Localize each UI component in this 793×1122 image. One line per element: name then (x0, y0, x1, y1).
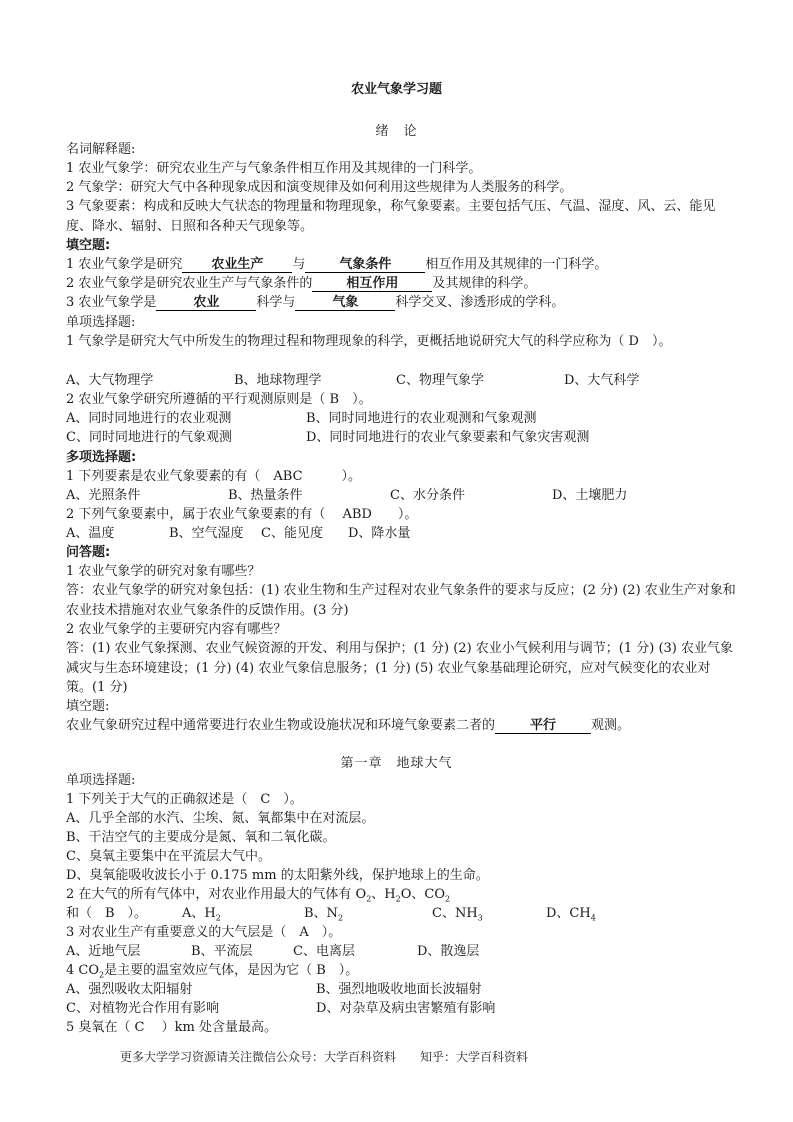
qa-question-2: 2 农业气象学的主要研究内容有哪些？ (66, 622, 287, 637)
footer (120, 1048, 528, 1065)
multi-heading: 多项选择题: (66, 450, 137, 465)
single-2-options-cd (66, 428, 736, 448)
ch1-question-2: 2 在大气的所有气体中，对农业作用最大的气体有 $O_2$、$H_2O$、$CO_2$ (66, 887, 451, 904)
option-d: D、同时同地进行的农业气象要素和气象灾害观测 (306, 430, 590, 445)
fill-1-answer-2: 气象条件 (305, 257, 425, 273)
single-2-options-ab (66, 409, 736, 429)
ch1-question-5: 5 臭氧在（ C ）km 处含量最高。 (66, 1020, 277, 1035)
multi-question-2: 2 下列气象要素中，属于农业气象要素的有（ ABD ）。 (66, 507, 418, 522)
fill-3-answer-2: 气象 (295, 295, 395, 311)
section-title-intro: 绪 论 (375, 124, 418, 139)
single-heading: 单项选择题: (66, 315, 136, 330)
option-a: A、大气物理学 (66, 373, 154, 388)
option-d: D、对杂草及病虫害繁殖有影响 (316, 1001, 496, 1016)
ch1-question-3: 3 对农业生产有重要意义的大气层是（ A ）。 (66, 925, 342, 940)
ch1-q1-option-d: D、臭氧能吸收波长小于 0.175 mm 的太阳紫外线，保护地球上的生命。 (66, 868, 489, 883)
fill-2-prefix: 2 农业气象学是研究农业生产与气象条件的 (66, 276, 313, 291)
option-b: B、热量条件 (228, 488, 303, 503)
single-question-2: 2 农业气象学研究所遵循的平行观测原则是（ B ）。 (66, 392, 372, 407)
option-b: B、强烈地吸收地面长波辐射 (316, 982, 482, 997)
option-d: D、大气科学 (564, 373, 640, 388)
term-1: 1 农业气象学：研究农业生产与气象条件相互作用及其规律的一门科学。 (66, 161, 482, 176)
fill-question-3 (66, 293, 736, 313)
option-a: A、同时同地进行的农业观测 (66, 411, 232, 426)
fill2-prefix: 农业气象研究过程中通常要进行农业生物或设施状况和环境气象要素二者的 (66, 718, 496, 733)
terms-heading: 名词解释题: (66, 142, 136, 157)
option-d: D、$CH_4$ (546, 906, 596, 923)
footer-zhihu: 知乎：大学百科资料 (420, 1050, 529, 1064)
option-b: B、平流层 (191, 944, 253, 959)
fill-3-answer-1: 农业 (156, 295, 256, 311)
option-d: D、土壤肥力 (552, 488, 628, 503)
fill-2-answer: 相互作用 (312, 276, 432, 292)
ch1-q1-option-a: A、几乎全部的水汽、尘埃、氮、氧都集中在对流层。 (66, 811, 375, 826)
ch1-question-4: 4 $CO_2$是主要的温室效应气体，是因为它（ B ）。 (66, 963, 359, 980)
fill-3-mid: 科学与 (256, 295, 296, 310)
fill2-suffix: 观测。 (591, 718, 631, 733)
option-b: B、地球物理学 (234, 373, 322, 388)
ch1-q1-option-c: C、臭氧主要集中在平流层大气中。 (66, 849, 271, 864)
option-b: B、$N_2$ (304, 906, 344, 923)
fill2-question (66, 716, 736, 736)
multi-1-options (66, 486, 736, 506)
document-title: 农业气象学习题 (350, 82, 442, 97)
fill-1-answer-1: 农业生产 (182, 257, 292, 273)
ch1-q1-option-b: B、干洁空气的主要成分是氮、氧和二氧化碳。 (66, 830, 336, 845)
ch1-question-1: 1 下列关于大气的正确叙述是（ C ）。 (66, 792, 303, 807)
term-2: 2 气象学：研究大气中各种现象成因和演变规律及如何利用这些规律为人类服务的科学。 (66, 180, 573, 195)
single-question-1: 1 气象学是研究大气中所发生的物理过程和物理现象的科学，更概括地说研究大气的科学应称为（ D ）。 (66, 334, 672, 349)
fill-1-mid: 与 (292, 257, 306, 272)
option-d: D、降水量 (348, 526, 411, 541)
option-a: A、光照条件 (66, 488, 141, 503)
option-c: C、水分条件 (390, 488, 465, 503)
option-c: C、对植物光合作用有影响 (66, 1001, 219, 1016)
ch1-q2-tail: 和（ B ）。 (66, 906, 148, 921)
qa-heading: 问答题: (66, 545, 111, 560)
option-c: C、电离层 (293, 944, 355, 959)
fill-question-1 (66, 255, 736, 275)
section-title-chapter1: 第一章 地球大气 (340, 756, 453, 771)
fill-1-prefix: 1 农业气象学是研究 (66, 257, 183, 272)
option-a: A、近地气层 (66, 944, 141, 959)
option-c: C、能见度 (261, 526, 323, 541)
ch1-q2-text: 2 在大气的所有气体中，对农业作用最大的气体有 O (66, 887, 367, 902)
term-3: 3 气象要素：构成和反映大气状态的物理量和物理现象，称气象要素。主要包括气压、气温、湿度、风、云、能见度、降水、辐射、日照和各种天气现象等。 (66, 199, 716, 234)
fill-3-suffix: 科学交叉、渗透形成的学科。 (395, 295, 565, 310)
multi-question-1: 1 下列要素是农业气象要素的有（ ABC ）。 (66, 469, 362, 484)
qa-question-1: 1 农业气象学的研究对象有哪些？ (66, 564, 261, 579)
fill-2-suffix: 及其规律的科学。 (432, 276, 537, 291)
fill-3-prefix: 3 农业气象学是 (66, 295, 157, 310)
fill-heading: 填空题: (66, 238, 111, 253)
fill2-heading: 填空题: (66, 699, 110, 714)
option-b: B、空气湿度 (169, 526, 244, 541)
option-a: A、$H_2$ (182, 906, 221, 923)
qa-answer-1: 答：农业气象学的研究对象包括：(1) 农业生物和生产过程对农业气象条件的要求与反应；(2 分) (2) 农业生产对象和农业技术措施对农业气象条件的反馈作用。(3 分) (66, 583, 736, 618)
ch1-q4-options-ab (66, 980, 736, 1000)
option-c: C、$NH_3$ (432, 906, 483, 923)
multi-2-options (66, 524, 736, 544)
fill-1-suffix: 相互作用及其规律的一门科学。 (425, 257, 608, 272)
single-1-options (66, 371, 736, 391)
option-a: A、强烈吸收太阳辐射 (66, 982, 193, 997)
option-d: D、散逸层 (417, 944, 480, 959)
ch1-q3-options (66, 942, 736, 962)
option-c: C、物理气象学 (396, 373, 484, 388)
option-a: A、温度 (66, 526, 115, 541)
ch1-single-heading: 单项选择题: (66, 773, 136, 788)
option-b: B、同时同地进行的农业观测和气象观测 (306, 411, 537, 426)
footer-wechat: 更多大学学习资源请关注微信公众号：大学百科资料 (120, 1050, 397, 1064)
ch1-q4-options-cd (66, 999, 736, 1019)
option-c: C、同时同地进行的气象观测 (66, 430, 232, 445)
fill2-answer: 平行 (495, 718, 591, 734)
fill-question-2 (66, 274, 736, 294)
qa-answer-2: 答：(1) 农业气象探测、农业气候资源的开发、利用与保护；(1 分) (2) 农业小气候利用与调节；(1 分) (3) 农业气象减灾与生态环境建设；(1 分) (4) 农业气象信息服务；(1 分) (5) 农业气象基础理论研究，应对气候变化的农业对策。(1 分) (66, 641, 733, 695)
